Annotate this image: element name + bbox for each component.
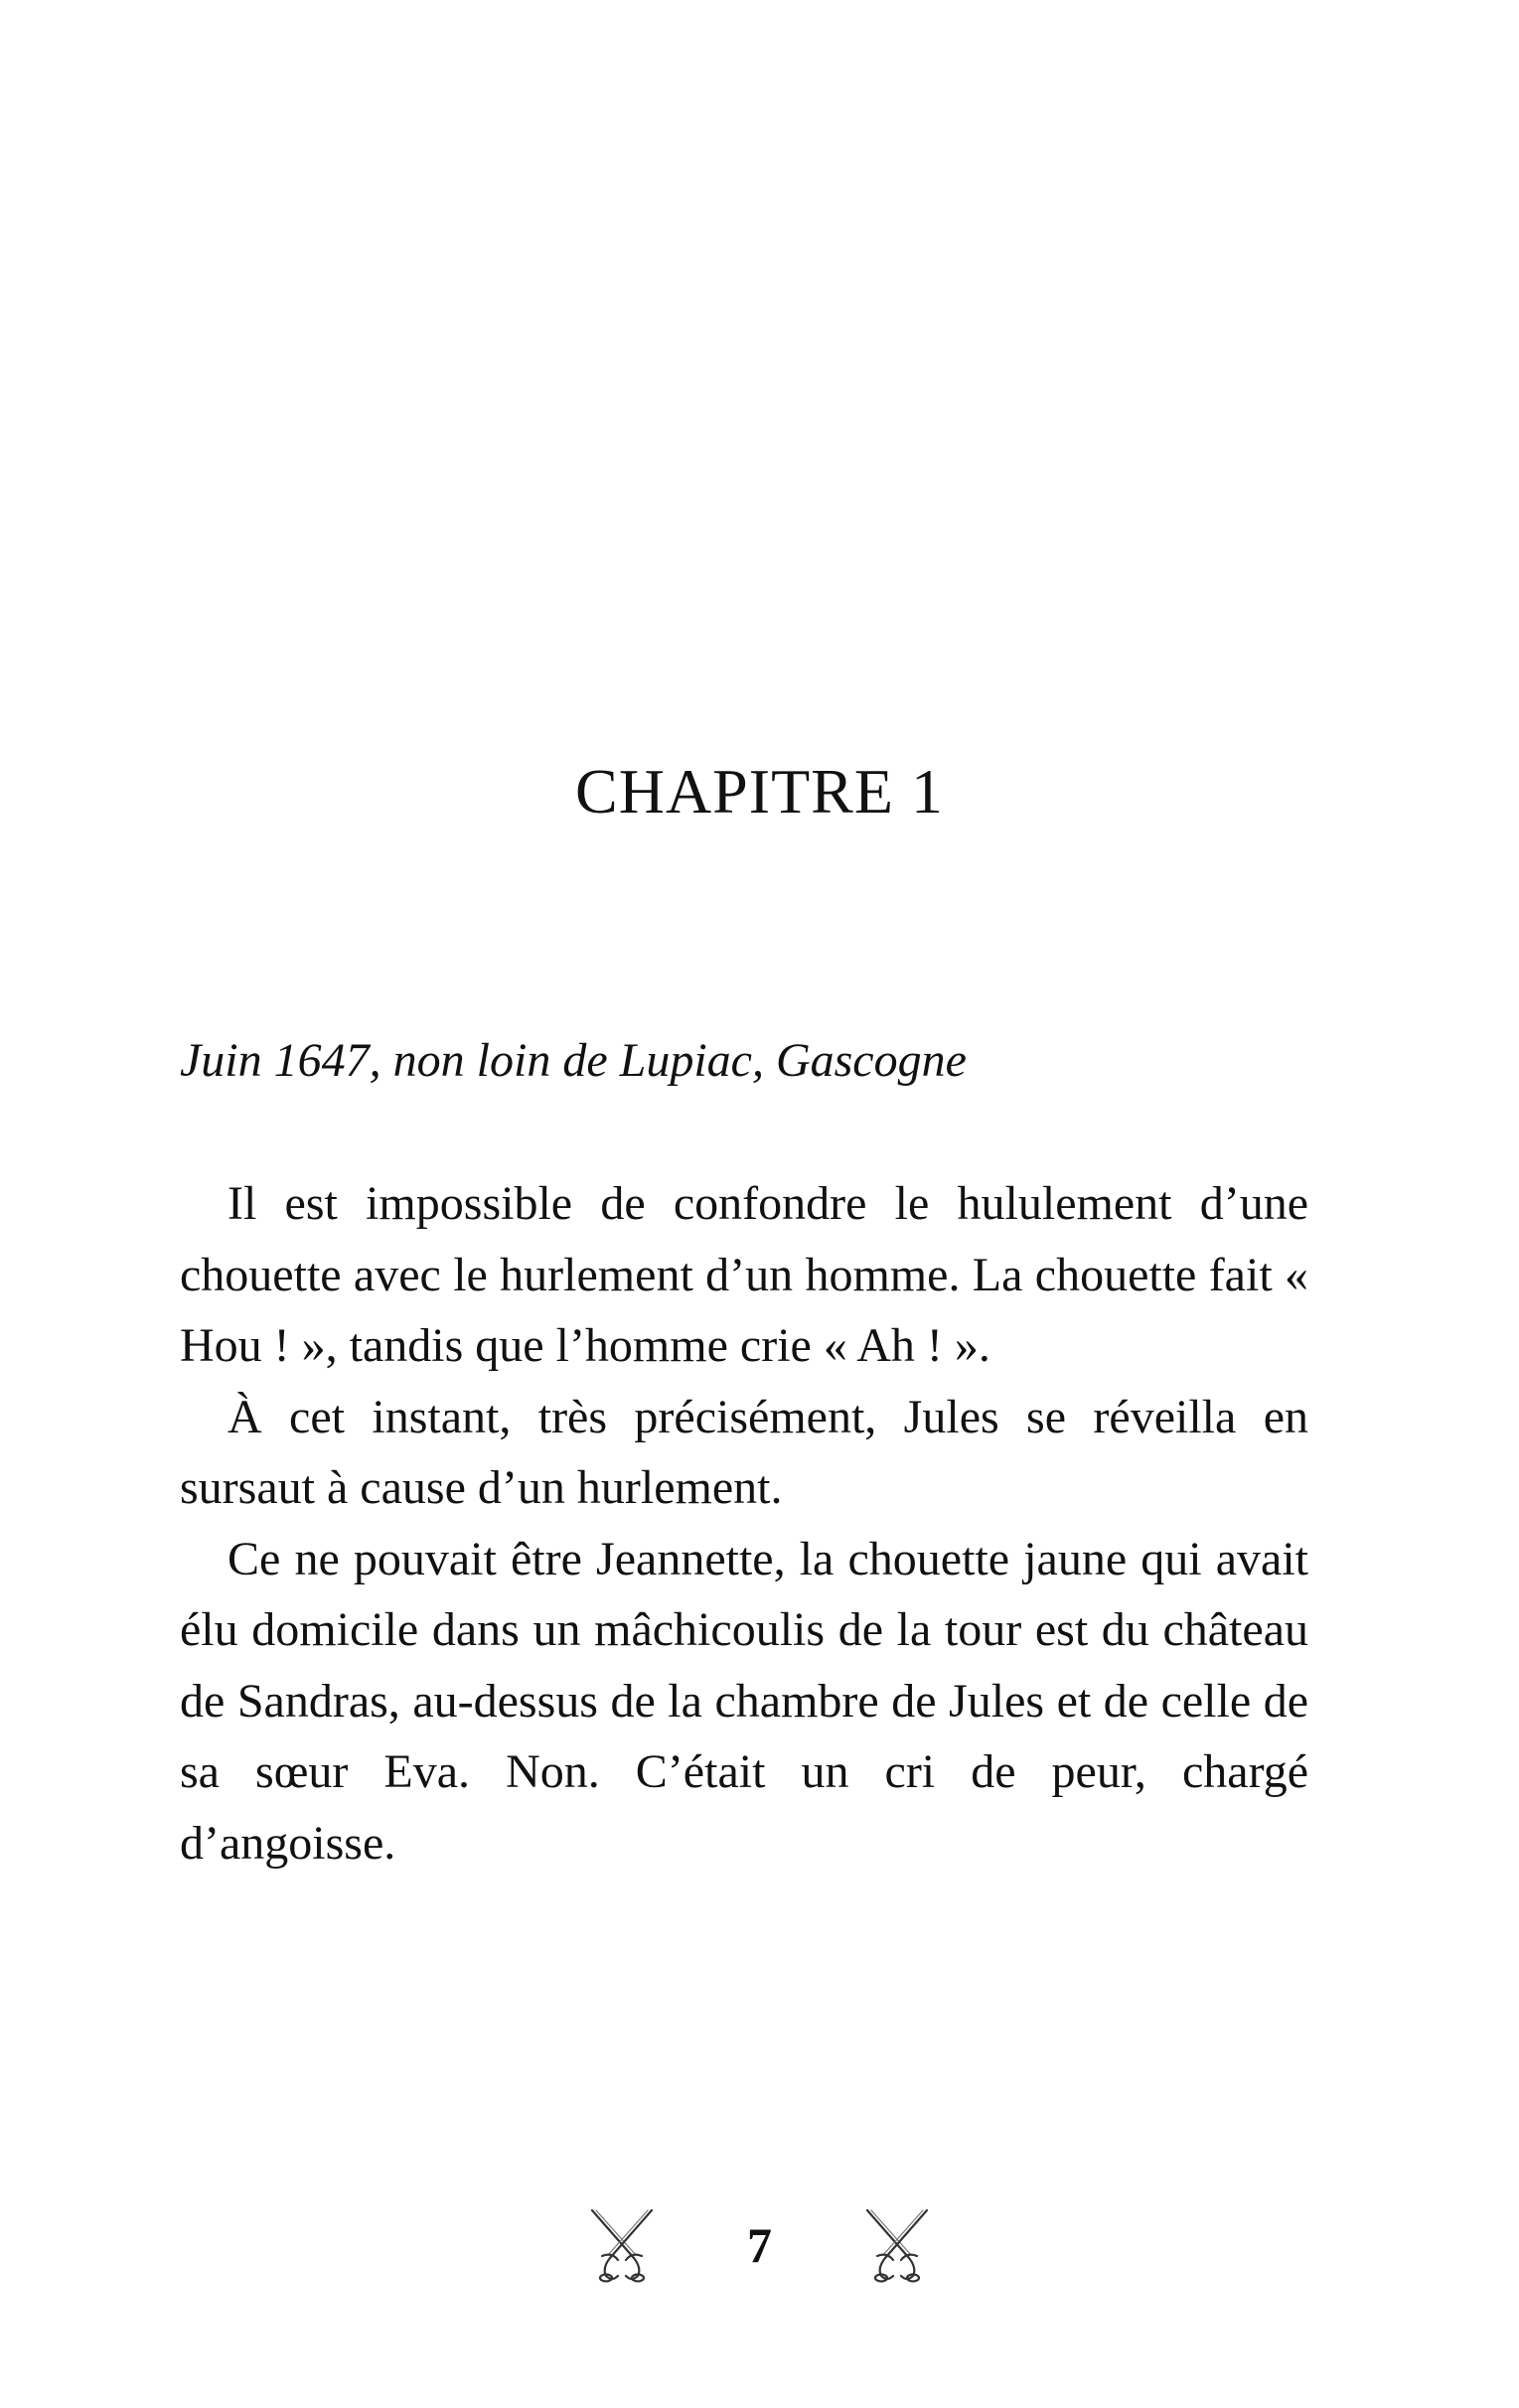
chapter-body [180, 1168, 1308, 1879]
chapter-dateline: Juin 1647, non loin de Lupiac, Gascogne [180, 1034, 967, 1087]
crossed-swords-icon [861, 2206, 933, 2284]
crossed-swords-icon [586, 2206, 658, 2284]
paragraph: Il est impossible de confondre le hululement d’une chouette avec le hurlement d’un homme. La chouette fait « Hou ! », tandis que l’homme crie « Ah ! ». [180, 1177, 1308, 1372]
chapter-title: CHAPITRE 1 [575, 756, 944, 827]
paragraph: À cet instant, très précisément, Jules se réveilla en sursaut à cause d’un hurlement. [180, 1390, 1308, 1514]
paragraph: Ce ne pouvait être Jeannette, la chouette jaune qui avait élu domicile dans un mâchicoulis de la tour est du château de Sandras, au-dessus de la chambre de Jules et de celle de sa sœur Eva. Non. C’était un cri de peur, chargé d’angoisse. [180, 1532, 1308, 1870]
page-number: 7 [747, 2217, 772, 2273]
page-footer [0, 2200, 1519, 2290]
